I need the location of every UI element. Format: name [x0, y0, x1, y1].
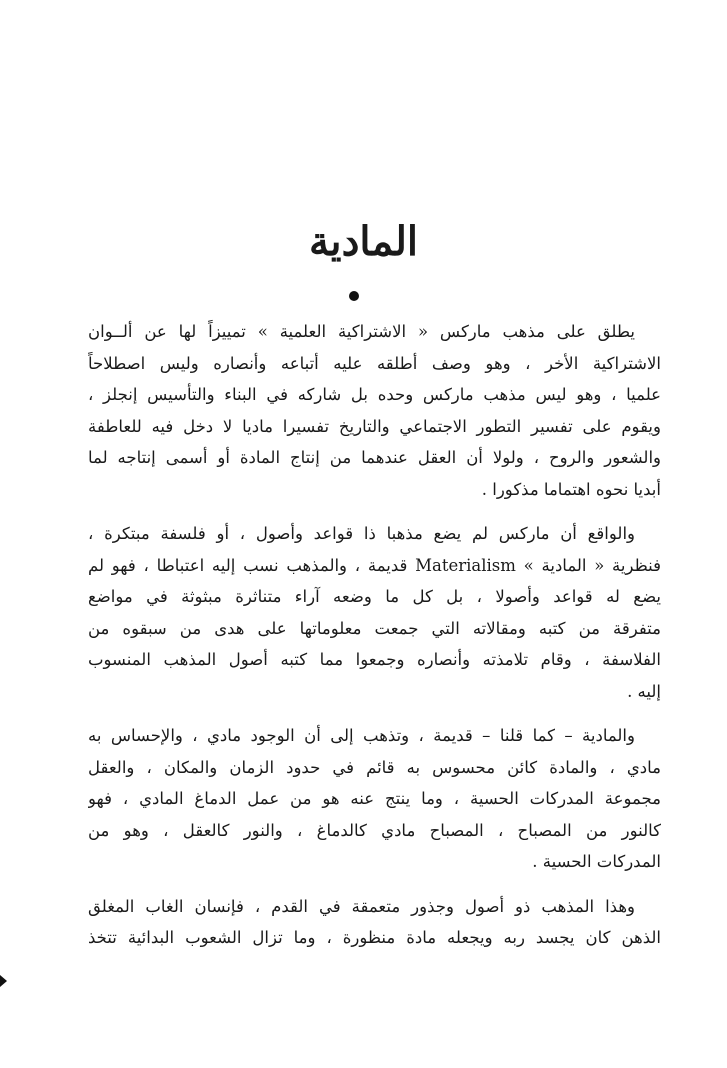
- paragraph-1: [88, 316, 661, 505]
- text-line: الاشتراكية الأخر ، وهو وصف أطلقه عليه أتباعه وأنصاره وليس اصطلاحاً: [88, 353, 661, 373]
- text-line: والشعور والروح ، ولولا أن العقل عندهما من إنتاج المادة أو أسمى إنتاجه لما: [88, 448, 661, 467]
- paragraph-3: [88, 720, 661, 878]
- paragraph-2: [88, 518, 661, 707]
- body-text: [88, 316, 661, 967]
- paragraph-4: [88, 891, 661, 954]
- title-ornament-dot: [349, 291, 359, 301]
- text-line: الفلاسفة ، وقام تلامذته وأنصاره وجمعوا مما كتبه أصول المذهب المنسوب: [88, 650, 661, 669]
- text-line: إليه .: [627, 681, 661, 701]
- text-line: أبديا نحوه اهتماما مذكورا .: [481, 479, 661, 499]
- text-line: علميا ، وهو ليس مذهب ماركس وحده بل شاركه في البناء والتأسيس إنجلز ،: [88, 385, 661, 404]
- text-line: متفرقة من كتبه ومقالاته التي جمعت معلوماتها على هدى من سبقوه من: [88, 618, 661, 638]
- page-title: المادية: [308, 218, 418, 265]
- text-line: الذهن كان يجسد ربه ويجعله مادة منظورة ، وما تزال الشعوب البدائية تتخذ: [88, 928, 661, 947]
- text-line: فنظرية « المادية » Materialism قديمة ، والمذهب نسب إليه اعتباطا ، فهو لم: [88, 555, 661, 575]
- text-line: المدركات الحسية .: [532, 852, 661, 871]
- text-line: والمادية – كما قلنا – قديمة ، وتذهب إلى أن الوجود مادي ، والإحساس به: [88, 726, 635, 745]
- text-line: يطلق على مذهب ماركس « الاشتراكية العلمية » تمييزاً لها عن ألــوان: [88, 322, 635, 341]
- page-edge-mark: [0, 975, 7, 987]
- text-line: وهذا المذهب ذو أصول وجذور متعمقة في القدم ، فإنسان الغاب المغلق: [88, 896, 635, 916]
- text-line: ويقوم على تفسير التطور الاجتماعي والتاريخ تفسيرا ماديا لا دخل فيه للعاطفة: [88, 416, 661, 436]
- text-line: كالنور من المصباح ، المصباح مادي كالدماغ ، والنور كالعقل ، وهو من: [88, 820, 661, 840]
- text-line: يضع له قواعد وأصولا ، بل كل ما وضعه آراء متناثرة مبثوثة في مواضع: [88, 587, 661, 606]
- text-line: مادي ، والمادة كائن محسوس به قائم في حدود الزمان والمكان ، والعقل: [88, 757, 661, 777]
- text-line: والواقع أن ماركس لم يضع مذهبا ذا قواعد وأصول ، أو فلسفة مبتكرة ،: [88, 524, 635, 543]
- text-line: مجموعة المدركات الحسية ، وما ينتج عنه هو من عمل الدماغ المادي ، فهو: [88, 789, 661, 808]
